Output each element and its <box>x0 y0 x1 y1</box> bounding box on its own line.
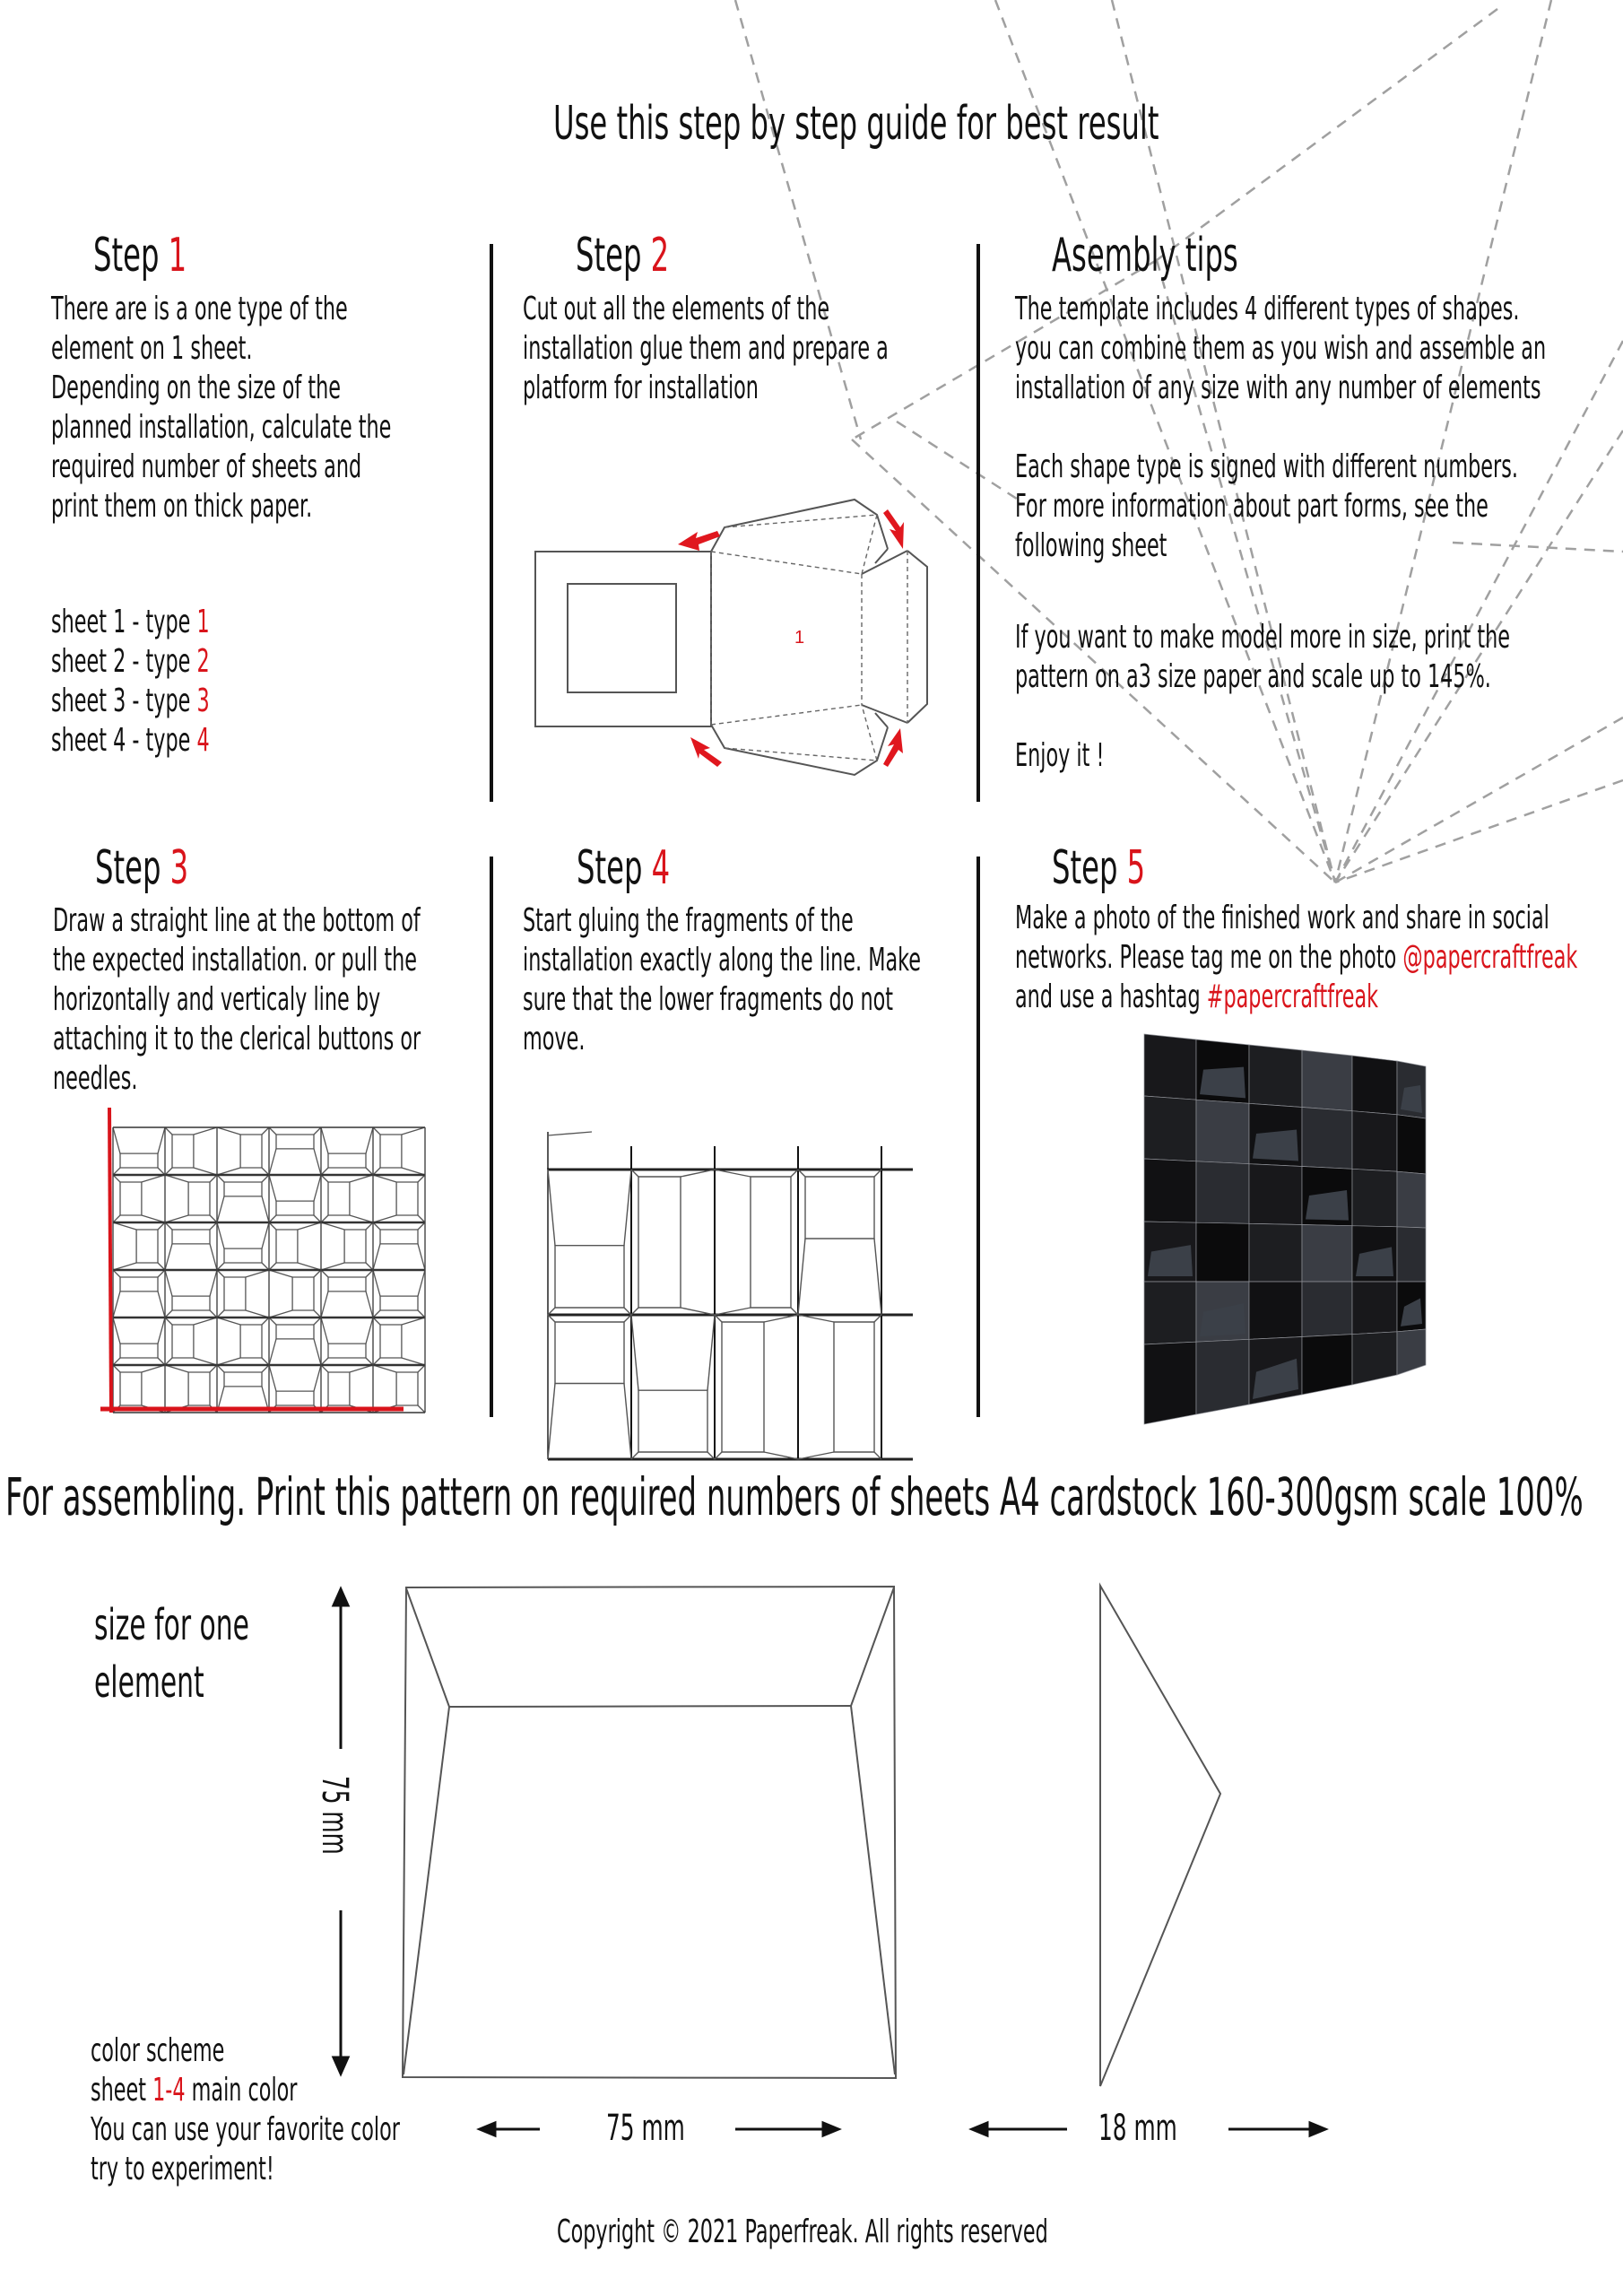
arrow-right-icon <box>823 2123 838 2135</box>
step-4-text: Start gluing the fragments of the installation exactly along the line. Make sure that the lower fragments do not move. <box>523 902 922 1057</box>
element-front-view <box>403 1587 896 2078</box>
step-1-text: There are is a one type of the element on 1 sheet. Depending on the size of the planned installation, calculate the required number of sheets and print them on thick paper. <box>51 291 392 525</box>
copyright: Copyright © 2021 Paperfreak. All rights reserved <box>557 2213 1048 2250</box>
step-5-heading: Step 5 <box>1052 841 1146 895</box>
step-number: 1 <box>168 229 187 283</box>
arrow-up-icon <box>334 1589 348 1605</box>
depth-dimension: 18 mm <box>1098 2108 1177 2149</box>
step-3-text: Draw a straight line at the bottom of the expected installation. or pull the horizontally and verticaly line by attaching it to the clerical buttons or needles. <box>53 902 421 1097</box>
net-label: 1 <box>794 628 805 648</box>
list-item: sheet 1 - type 1 <box>51 604 210 640</box>
color-scheme-note: color scheme sheet 1-4 main color You can use your favorite color try to experiment! <box>91 2032 400 2187</box>
element-side-view <box>1100 1586 1220 2086</box>
hashtag-link[interactable]: #papercraftfreak <box>1206 978 1379 1015</box>
tips-heading: Asembly tips <box>1052 229 1238 283</box>
tips-text: The template includes 4 different types of shapes. you can combine them as you wish and assemble an installation of any size with any number of elements Each shape type is signed with different numbers. For more information about part forms, see the following sheet If you want to make model more in size, print the pattern on a3 size paper and scale up to 145%. Enjoy it ! <box>1015 291 1547 774</box>
arrow-right-icon <box>1310 2123 1325 2135</box>
step-5-text: Make a photo of the finished work and share in social networks. Please tag me on the photo @papercraftfreak and use a hashtag #papercraftfreak <box>1015 900 1578 1015</box>
page-title: Use this step by step guide for best result <box>553 97 1159 151</box>
arrow-left-icon <box>480 2123 495 2135</box>
step-3-heading: Step 3 <box>95 841 189 895</box>
assembling-note: For assembling. Print this pattern on required numbers of sheets A4 cardstock 160-300gsm scale 100% <box>5 1466 1584 1527</box>
step-2-text: Cut out all the elements of the installation glue them and prepare a platform for installation <box>523 291 889 406</box>
step-4-heading: Step 4 <box>577 841 671 895</box>
step-1-heading: Step 1 <box>93 229 187 283</box>
step-number: 3 <box>169 841 189 895</box>
height-dimension: 75 mm <box>314 1776 357 1855</box>
list-item: sheet 2 - type 2 <box>51 643 210 680</box>
step-number: 5 <box>1126 841 1146 895</box>
list-item: sheet 3 - type 3 <box>51 683 210 719</box>
arrow-left-icon <box>972 2123 987 2135</box>
step-number: 2 <box>650 229 670 283</box>
size-label: size for one element <box>94 1600 249 1708</box>
width-dimension: 75 mm <box>606 2108 685 2149</box>
step-number: 4 <box>651 841 671 895</box>
instagram-tag-link[interactable]: @papercraftfreak <box>1402 939 1578 976</box>
step-2-heading: Step 2 <box>576 229 670 283</box>
list-item: sheet 4 - type 4 <box>51 722 210 759</box>
